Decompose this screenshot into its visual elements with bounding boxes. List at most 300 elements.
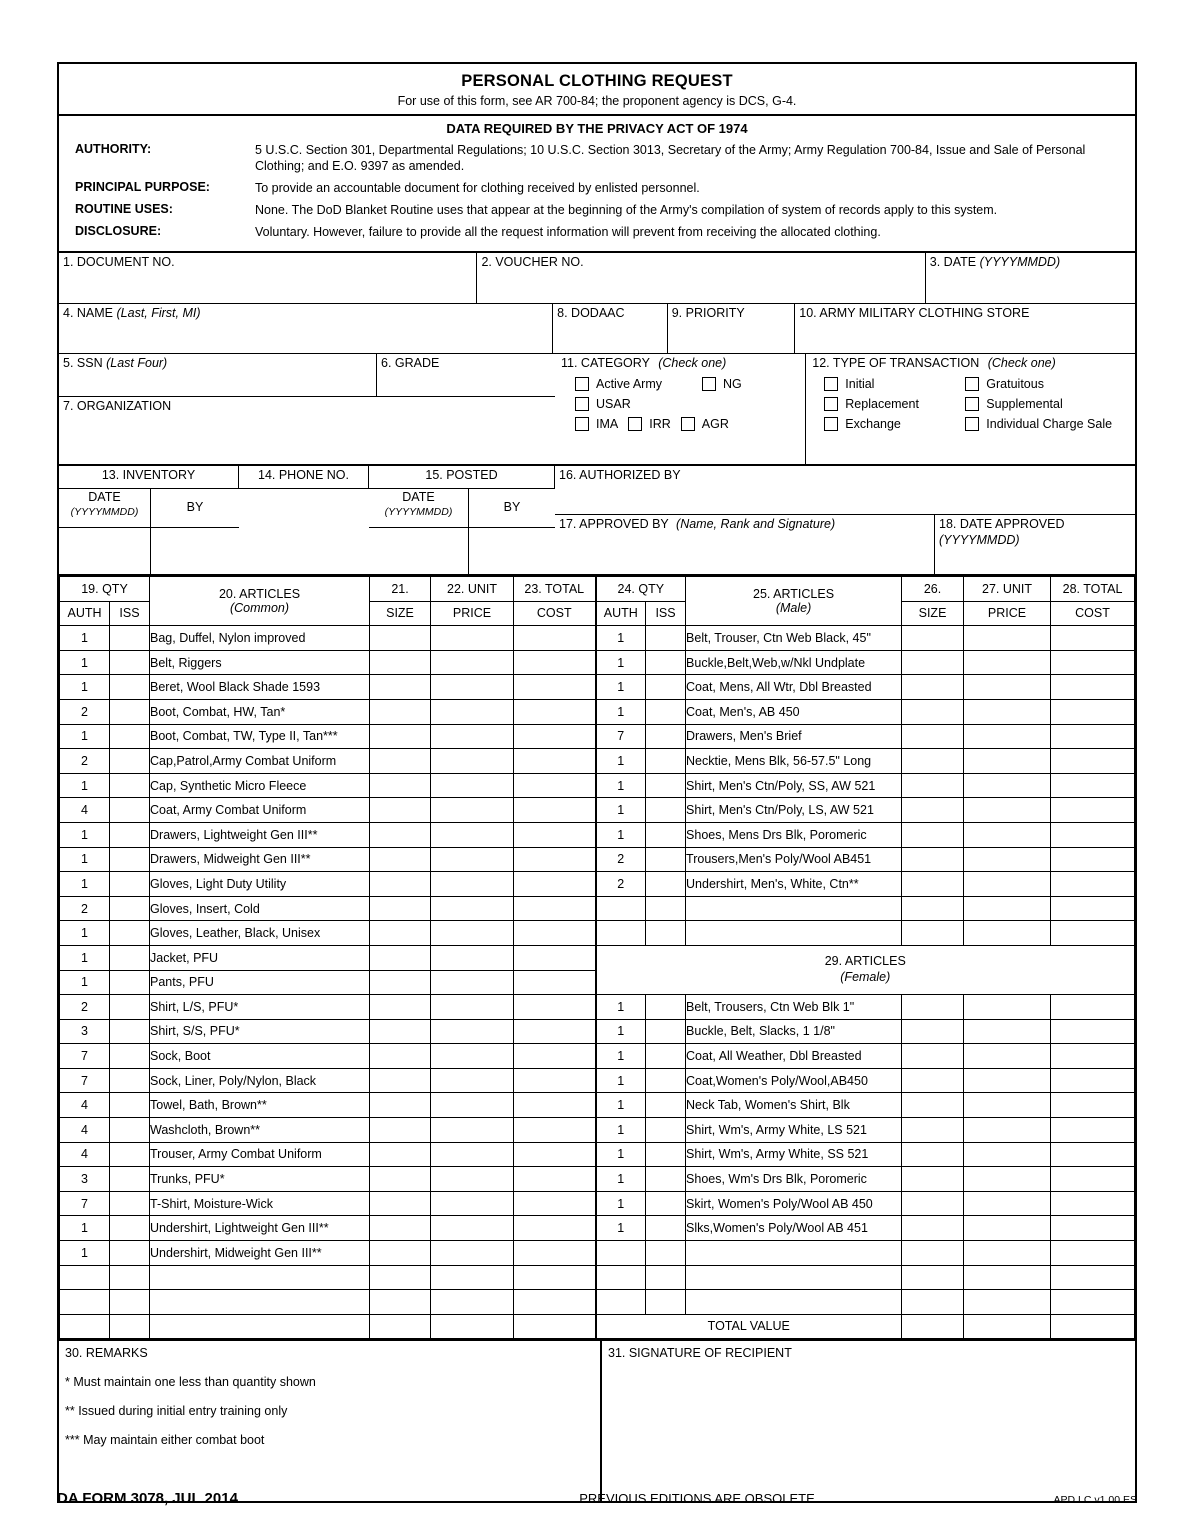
common-unit-price-cell[interactable] [431, 773, 514, 798]
common-auth-qty[interactable]: 2 [60, 995, 110, 1020]
common-iss-qty[interactable] [110, 1044, 150, 1069]
common-unit-price-cell[interactable] [431, 724, 514, 749]
common-size-cell[interactable] [370, 995, 431, 1020]
female-unit-price-cell[interactable] [964, 1068, 1051, 1093]
common-auth-qty[interactable]: 1 [60, 1216, 110, 1241]
common-total-cost-cell[interactable] [514, 1118, 596, 1143]
male-auth-qty[interactable]: 1 [596, 650, 646, 675]
total-value-cell[interactable] [1051, 1314, 1135, 1339]
common-iss-qty[interactable] [110, 1216, 150, 1241]
common-total-cost-cell[interactable] [514, 626, 596, 651]
common-unit-price-cell[interactable] [431, 822, 514, 847]
common-iss-qty[interactable] [110, 1290, 150, 1315]
common-iss-qty[interactable] [110, 798, 150, 823]
female-unit-price-cell[interactable] [964, 1191, 1051, 1216]
clothing-store-field[interactable] [795, 304, 1135, 354]
female-unit-price-cell[interactable] [964, 1290, 1051, 1315]
common-total-cost-cell[interactable] [514, 1044, 596, 1069]
common-auth-qty[interactable]: 4 [60, 1093, 110, 1118]
female-iss-qty[interactable] [646, 1241, 686, 1266]
common-unit-price-cell[interactable] [431, 1241, 514, 1266]
male-total-cost-cell[interactable] [1051, 699, 1135, 724]
checkbox-usar[interactable] [575, 397, 589, 411]
male-unit-price-cell[interactable] [964, 773, 1051, 798]
common-unit-price-cell[interactable] [431, 798, 514, 823]
common-iss-qty[interactable] [110, 699, 150, 724]
common-unit-price-cell[interactable] [431, 1167, 514, 1192]
common-iss-qty[interactable] [110, 1314, 150, 1339]
common-iss-qty[interactable] [110, 872, 150, 897]
common-iss-qty[interactable] [110, 1191, 150, 1216]
male-iss-qty[interactable] [646, 798, 686, 823]
common-size-cell[interactable] [370, 847, 431, 872]
male-size-cell[interactable] [902, 773, 964, 798]
common-size-cell[interactable] [370, 872, 431, 897]
male-size-cell[interactable] [902, 675, 964, 700]
female-iss-qty[interactable] [646, 995, 686, 1020]
common-iss-qty[interactable] [110, 1068, 150, 1093]
common-total-cost-cell[interactable] [514, 1265, 596, 1290]
name-field[interactable] [59, 304, 553, 354]
common-iss-qty[interactable] [110, 675, 150, 700]
common-auth-qty[interactable]: 1 [60, 945, 110, 970]
posted-date-input[interactable] [369, 528, 469, 574]
common-unit-price-cell[interactable] [431, 896, 514, 921]
male-unit-price-cell[interactable] [964, 872, 1051, 897]
male-auth-qty[interactable] [596, 921, 646, 946]
common-unit-price-cell[interactable] [431, 847, 514, 872]
organization-field[interactable] [59, 397, 555, 466]
female-iss-qty[interactable] [646, 1216, 686, 1241]
common-iss-qty[interactable] [110, 1241, 150, 1266]
common-iss-qty[interactable] [110, 1118, 150, 1143]
female-unit-price-cell[interactable] [964, 1167, 1051, 1192]
common-size-cell[interactable] [370, 1118, 431, 1143]
phone-input[interactable] [239, 489, 369, 574]
common-size-cell[interactable] [370, 650, 431, 675]
female-auth-qty[interactable]: 1 [596, 995, 646, 1020]
common-unit-price-cell[interactable] [431, 995, 514, 1020]
male-unit-price-cell[interactable] [964, 675, 1051, 700]
female-size-cell[interactable] [902, 1241, 964, 1266]
female-size-cell[interactable] [902, 1068, 964, 1093]
common-iss-qty[interactable] [110, 1142, 150, 1167]
male-auth-qty[interactable] [596, 896, 646, 921]
common-size-cell[interactable] [370, 1191, 431, 1216]
female-auth-qty[interactable]: 1 [596, 1044, 646, 1069]
checkbox-individual-charge-sale[interactable] [965, 417, 979, 431]
common-iss-qty[interactable] [110, 773, 150, 798]
common-unit-price-cell[interactable] [431, 650, 514, 675]
common-auth-qty[interactable]: 4 [60, 1142, 110, 1167]
male-iss-qty[interactable] [646, 921, 686, 946]
common-total-cost-cell[interactable] [514, 1093, 596, 1118]
female-auth-qty[interactable]: 1 [596, 1068, 646, 1093]
common-auth-qty[interactable]: 7 [60, 1068, 110, 1093]
common-auth-qty[interactable]: 1 [60, 724, 110, 749]
common-size-cell[interactable] [370, 724, 431, 749]
common-total-cost-cell[interactable] [514, 970, 596, 995]
common-total-cost-cell[interactable] [514, 1241, 596, 1266]
common-total-cost-cell[interactable] [514, 1216, 596, 1241]
female-total-cost-cell[interactable] [1051, 1019, 1135, 1044]
common-total-cost-cell[interactable] [514, 724, 596, 749]
common-iss-qty[interactable] [110, 626, 150, 651]
common-total-cost-cell[interactable] [514, 1191, 596, 1216]
common-iss-qty[interactable] [110, 921, 150, 946]
common-unit-price-cell[interactable] [431, 1118, 514, 1143]
male-iss-qty[interactable] [646, 872, 686, 897]
document-no-field[interactable] [59, 253, 477, 304]
inventory-date-input[interactable] [59, 528, 151, 574]
common-total-cost-cell[interactable] [514, 847, 596, 872]
male-total-cost-cell[interactable] [1051, 872, 1135, 897]
male-auth-qty[interactable]: 1 [596, 749, 646, 774]
female-size-cell[interactable] [902, 1216, 964, 1241]
male-iss-qty[interactable] [646, 699, 686, 724]
male-unit-price-cell[interactable] [964, 650, 1051, 675]
common-auth-qty[interactable] [60, 1290, 110, 1315]
male-total-cost-cell[interactable] [1051, 847, 1135, 872]
common-unit-price-cell[interactable] [431, 921, 514, 946]
male-size-cell[interactable] [902, 699, 964, 724]
male-total-cost-cell[interactable] [1051, 822, 1135, 847]
common-total-cost-cell[interactable] [514, 675, 596, 700]
female-total-cost-cell[interactable] [1051, 1142, 1135, 1167]
checkbox-gratuitous[interactable] [965, 377, 979, 391]
common-size-cell[interactable] [370, 945, 431, 970]
common-total-cost-cell[interactable] [514, 798, 596, 823]
male-size-cell[interactable] [902, 921, 964, 946]
male-total-cost-cell[interactable] [1051, 749, 1135, 774]
female-size-cell[interactable] [902, 1265, 964, 1290]
common-auth-qty[interactable]: 1 [60, 675, 110, 700]
female-unit-price-cell[interactable] [964, 995, 1051, 1020]
common-unit-price-cell[interactable] [431, 1019, 514, 1044]
voucher-no-field[interactable] [477, 253, 925, 304]
common-unit-price-cell[interactable] [431, 1265, 514, 1290]
male-auth-qty[interactable]: 1 [596, 699, 646, 724]
common-size-cell[interactable] [370, 970, 431, 995]
common-auth-qty[interactable]: 1 [60, 1241, 110, 1266]
female-auth-qty[interactable] [596, 1241, 646, 1266]
female-iss-qty[interactable] [646, 1019, 686, 1044]
male-size-cell[interactable] [902, 798, 964, 823]
female-iss-qty[interactable] [646, 1167, 686, 1192]
common-unit-price-cell[interactable] [431, 1314, 514, 1339]
common-size-cell[interactable] [370, 1241, 431, 1266]
female-size-cell[interactable] [902, 1142, 964, 1167]
common-size-cell[interactable] [370, 699, 431, 724]
male-total-cost-cell[interactable] [1051, 798, 1135, 823]
female-size-cell[interactable] [902, 995, 964, 1020]
female-iss-qty[interactable] [646, 1290, 686, 1315]
common-size-cell[interactable] [370, 1044, 431, 1069]
male-auth-qty[interactable]: 1 [596, 773, 646, 798]
common-total-cost-cell[interactable] [514, 1142, 596, 1167]
common-total-cost-cell[interactable] [514, 650, 596, 675]
male-auth-qty[interactable]: 1 [596, 675, 646, 700]
common-size-cell[interactable] [370, 675, 431, 700]
female-iss-qty[interactable] [646, 1191, 686, 1216]
common-unit-price-cell[interactable] [431, 1191, 514, 1216]
male-unit-price-cell[interactable] [964, 749, 1051, 774]
male-auth-qty[interactable]: 1 [596, 626, 646, 651]
female-size-cell[interactable] [902, 1118, 964, 1143]
common-auth-qty[interactable] [60, 1265, 110, 1290]
male-total-cost-cell[interactable] [1051, 675, 1135, 700]
female-unit-price-cell[interactable] [964, 1093, 1051, 1118]
male-unit-price-cell[interactable] [964, 626, 1051, 651]
male-total-cost-cell[interactable] [1051, 773, 1135, 798]
male-unit-price-cell[interactable] [964, 847, 1051, 872]
common-auth-qty[interactable]: 3 [60, 1019, 110, 1044]
common-size-cell[interactable] [370, 1265, 431, 1290]
common-auth-qty[interactable]: 1 [60, 847, 110, 872]
male-total-cost-cell[interactable] [1051, 650, 1135, 675]
common-iss-qty[interactable] [110, 1265, 150, 1290]
common-unit-price-cell[interactable] [431, 1290, 514, 1315]
common-unit-price-cell[interactable] [431, 1044, 514, 1069]
common-iss-qty[interactable] [110, 970, 150, 995]
signature-block[interactable] [602, 1341, 1135, 1501]
common-auth-qty[interactable]: 7 [60, 1191, 110, 1216]
common-iss-qty[interactable] [110, 896, 150, 921]
common-unit-price-cell[interactable] [431, 699, 514, 724]
female-total-cost-cell[interactable] [1051, 995, 1135, 1020]
common-total-cost-cell[interactable] [514, 773, 596, 798]
female-total-cost-cell[interactable] [1051, 1093, 1135, 1118]
common-unit-price-cell[interactable] [431, 1142, 514, 1167]
female-total-cost-cell[interactable] [1051, 1167, 1135, 1192]
female-iss-qty[interactable] [646, 1068, 686, 1093]
male-size-cell[interactable] [902, 822, 964, 847]
common-size-cell[interactable] [370, 1093, 431, 1118]
common-size-cell[interactable] [370, 773, 431, 798]
male-unit-price-cell[interactable] [964, 699, 1051, 724]
female-unit-price-cell[interactable] [964, 1142, 1051, 1167]
male-iss-qty[interactable] [646, 724, 686, 749]
female-iss-qty[interactable] [646, 1142, 686, 1167]
common-total-cost-cell[interactable] [514, 1314, 596, 1339]
common-size-cell[interactable] [370, 921, 431, 946]
female-total-cost-cell[interactable] [1051, 1265, 1135, 1290]
male-unit-price-cell[interactable] [964, 798, 1051, 823]
common-total-cost-cell[interactable] [514, 1019, 596, 1044]
common-auth-qty[interactable]: 1 [60, 626, 110, 651]
common-iss-qty[interactable] [110, 822, 150, 847]
checkbox-irr[interactable] [628, 417, 642, 431]
common-unit-price-cell[interactable] [431, 970, 514, 995]
male-total-cost-cell[interactable] [1051, 896, 1135, 921]
female-auth-qty[interactable] [596, 1265, 646, 1290]
total-unit-price-cell[interactable] [964, 1314, 1051, 1339]
female-iss-qty[interactable] [646, 1118, 686, 1143]
female-auth-qty[interactable]: 1 [596, 1216, 646, 1241]
priority-field[interactable] [668, 304, 796, 354]
common-auth-qty[interactable]: 4 [60, 1118, 110, 1143]
female-iss-qty[interactable] [646, 1044, 686, 1069]
male-total-cost-cell[interactable] [1051, 724, 1135, 749]
common-unit-price-cell[interactable] [431, 675, 514, 700]
female-total-cost-cell[interactable] [1051, 1290, 1135, 1315]
dodaac-field[interactable] [553, 304, 668, 354]
common-total-cost-cell[interactable] [514, 1068, 596, 1093]
common-auth-qty[interactable]: 2 [60, 699, 110, 724]
common-size-cell[interactable] [370, 1068, 431, 1093]
female-total-cost-cell[interactable] [1051, 1216, 1135, 1241]
inventory-by-input[interactable] [151, 528, 239, 574]
female-size-cell[interactable] [902, 1167, 964, 1192]
male-iss-qty[interactable] [646, 896, 686, 921]
common-size-cell[interactable] [370, 1314, 431, 1339]
common-auth-qty[interactable]: 7 [60, 1044, 110, 1069]
female-auth-qty[interactable] [596, 1290, 646, 1315]
female-auth-qty[interactable]: 1 [596, 1142, 646, 1167]
checkbox-active-army[interactable] [575, 377, 589, 391]
common-auth-qty[interactable]: 1 [60, 650, 110, 675]
common-iss-qty[interactable] [110, 847, 150, 872]
male-size-cell[interactable] [902, 650, 964, 675]
male-auth-qty[interactable]: 1 [596, 798, 646, 823]
total-size-cell[interactable] [902, 1314, 964, 1339]
male-size-cell[interactable] [902, 749, 964, 774]
checkbox-supplemental[interactable] [965, 397, 979, 411]
checkbox-agr[interactable] [681, 417, 695, 431]
female-size-cell[interactable] [902, 1191, 964, 1216]
date-approved-field[interactable] [935, 515, 1135, 574]
male-unit-price-cell[interactable] [964, 921, 1051, 946]
female-size-cell[interactable] [902, 1093, 964, 1118]
common-unit-price-cell[interactable] [431, 1068, 514, 1093]
male-size-cell[interactable] [902, 724, 964, 749]
date-field[interactable] [926, 253, 1135, 304]
common-auth-qty[interactable] [60, 1314, 110, 1339]
checkbox-exchange[interactable] [824, 417, 838, 431]
common-iss-qty[interactable] [110, 995, 150, 1020]
male-total-cost-cell[interactable] [1051, 626, 1135, 651]
female-unit-price-cell[interactable] [964, 1241, 1051, 1266]
female-unit-price-cell[interactable] [964, 1044, 1051, 1069]
female-auth-qty[interactable]: 1 [596, 1118, 646, 1143]
common-total-cost-cell[interactable] [514, 896, 596, 921]
common-iss-qty[interactable] [110, 724, 150, 749]
checkbox-ima[interactable] [575, 417, 589, 431]
male-size-cell[interactable] [902, 896, 964, 921]
male-iss-qty[interactable] [646, 773, 686, 798]
common-total-cost-cell[interactable] [514, 1167, 596, 1192]
male-auth-qty[interactable]: 7 [596, 724, 646, 749]
common-size-cell[interactable] [370, 1142, 431, 1167]
male-unit-price-cell[interactable] [964, 724, 1051, 749]
common-size-cell[interactable] [370, 749, 431, 774]
common-iss-qty[interactable] [110, 1019, 150, 1044]
common-unit-price-cell[interactable] [431, 1093, 514, 1118]
male-iss-qty[interactable] [646, 847, 686, 872]
female-size-cell[interactable] [902, 1044, 964, 1069]
common-iss-qty[interactable] [110, 650, 150, 675]
common-size-cell[interactable] [370, 626, 431, 651]
common-iss-qty[interactable] [110, 1167, 150, 1192]
common-size-cell[interactable] [370, 798, 431, 823]
female-size-cell[interactable] [902, 1290, 964, 1315]
male-iss-qty[interactable] [646, 675, 686, 700]
common-total-cost-cell[interactable] [514, 1290, 596, 1315]
common-total-cost-cell[interactable] [514, 872, 596, 897]
male-unit-price-cell[interactable] [964, 896, 1051, 921]
common-total-cost-cell[interactable] [514, 749, 596, 774]
male-auth-qty[interactable]: 2 [596, 847, 646, 872]
male-auth-qty[interactable]: 1 [596, 822, 646, 847]
common-iss-qty[interactable] [110, 749, 150, 774]
common-iss-qty[interactable] [110, 945, 150, 970]
grade-field[interactable] [377, 354, 555, 397]
remarks-block[interactable] [59, 1341, 602, 1501]
female-iss-qty[interactable] [646, 1265, 686, 1290]
common-total-cost-cell[interactable] [514, 995, 596, 1020]
female-auth-qty[interactable]: 1 [596, 1019, 646, 1044]
female-unit-price-cell[interactable] [964, 1118, 1051, 1143]
checkbox-ng[interactable] [702, 377, 716, 391]
common-size-cell[interactable] [370, 822, 431, 847]
common-auth-qty[interactable]: 1 [60, 970, 110, 995]
female-auth-qty[interactable]: 1 [596, 1167, 646, 1192]
common-size-cell[interactable] [370, 1216, 431, 1241]
female-size-cell[interactable] [902, 1019, 964, 1044]
common-size-cell[interactable] [370, 1290, 431, 1315]
common-unit-price-cell[interactable] [431, 626, 514, 651]
common-iss-qty[interactable] [110, 1093, 150, 1118]
female-auth-qty[interactable]: 1 [596, 1093, 646, 1118]
female-total-cost-cell[interactable] [1051, 1191, 1135, 1216]
ssn-field[interactable] [59, 354, 377, 397]
common-unit-price-cell[interactable] [431, 749, 514, 774]
female-total-cost-cell[interactable] [1051, 1044, 1135, 1069]
checkbox-replacement[interactable] [824, 397, 838, 411]
common-size-cell[interactable] [370, 896, 431, 921]
common-auth-qty[interactable]: 4 [60, 798, 110, 823]
male-size-cell[interactable] [902, 872, 964, 897]
common-auth-qty[interactable]: 1 [60, 872, 110, 897]
female-total-cost-cell[interactable] [1051, 1068, 1135, 1093]
approved-by-field[interactable] [555, 515, 935, 574]
common-total-cost-cell[interactable] [514, 921, 596, 946]
male-unit-price-cell[interactable] [964, 822, 1051, 847]
common-unit-price-cell[interactable] [431, 945, 514, 970]
female-total-cost-cell[interactable] [1051, 1118, 1135, 1143]
common-unit-price-cell[interactable] [431, 1216, 514, 1241]
common-unit-price-cell[interactable] [431, 872, 514, 897]
female-auth-qty[interactable]: 1 [596, 1191, 646, 1216]
female-unit-price-cell[interactable] [964, 1019, 1051, 1044]
authorized-by-field[interactable] [555, 466, 1135, 515]
common-auth-qty[interactable]: 1 [60, 921, 110, 946]
male-iss-qty[interactable] [646, 822, 686, 847]
female-unit-price-cell[interactable] [964, 1216, 1051, 1241]
common-total-cost-cell[interactable] [514, 945, 596, 970]
female-total-cost-cell[interactable] [1051, 1241, 1135, 1266]
common-auth-qty[interactable]: 1 [60, 773, 110, 798]
male-iss-qty[interactable] [646, 650, 686, 675]
male-size-cell[interactable] [902, 626, 964, 651]
male-iss-qty[interactable] [646, 626, 686, 651]
common-auth-qty[interactable]: 1 [60, 822, 110, 847]
checkbox-initial[interactable] [824, 377, 838, 391]
common-size-cell[interactable] [370, 1019, 431, 1044]
common-total-cost-cell[interactable] [514, 699, 596, 724]
male-iss-qty[interactable] [646, 749, 686, 774]
common-size-cell[interactable] [370, 1167, 431, 1192]
